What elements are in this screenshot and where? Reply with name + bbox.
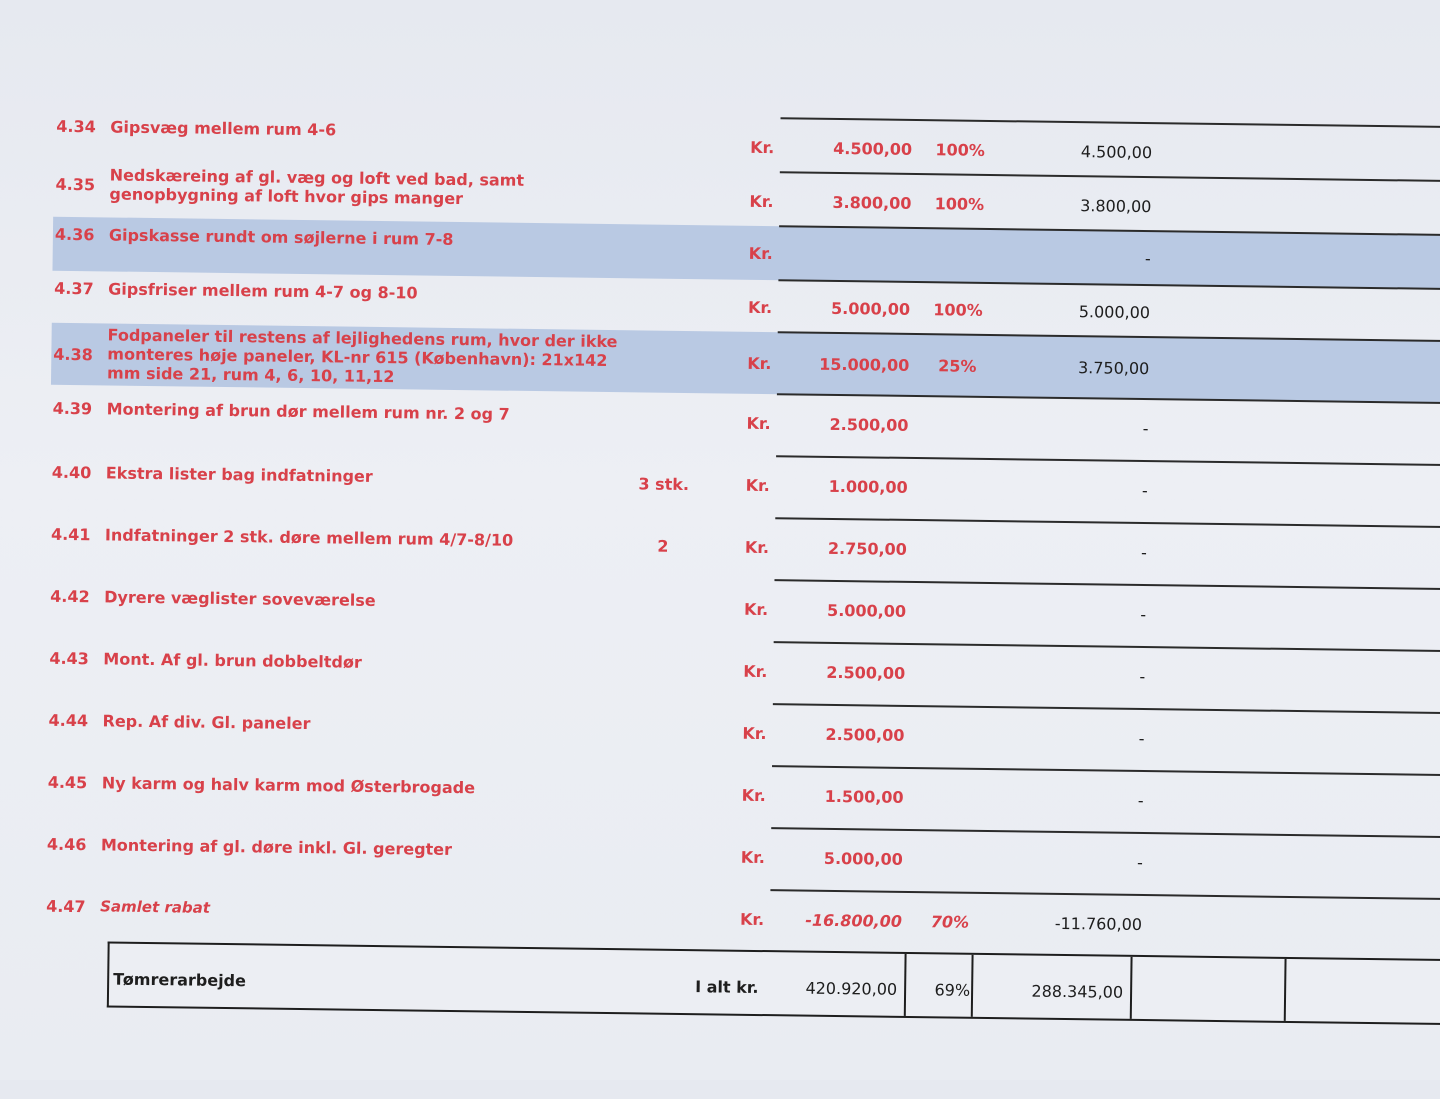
- item-amount: -16.800,00: [805, 910, 903, 931]
- item-number: 4.47: [46, 896, 86, 917]
- item-quantity: [635, 412, 695, 413]
- item-quantity: [631, 722, 691, 723]
- item-result: -: [1139, 666, 1146, 687]
- item-result: -11.760,00: [1054, 913, 1143, 935]
- item-percent: [922, 602, 986, 603]
- row-rule: [781, 117, 1440, 128]
- item-description: Gipskasse rundt om søjlerne i rum 7-8: [108, 225, 454, 249]
- item-result: -: [1142, 418, 1149, 439]
- item-amount: 5.000,00: [827, 600, 907, 621]
- currency-label: Kr.: [743, 661, 768, 682]
- currency-label: Kr.: [746, 413, 771, 434]
- item-amount: 5.000,00: [830, 298, 911, 319]
- item-percent: [923, 540, 987, 541]
- item-amount: 2.500,00: [829, 414, 909, 435]
- item-percent: [920, 788, 984, 789]
- currency-label: Kr.: [741, 785, 766, 806]
- item-number: 4.41: [50, 524, 91, 545]
- item-description: Ekstra lister bag indfatninger: [105, 463, 373, 486]
- currency-label: Kr.: [744, 537, 770, 558]
- item-quantity: [632, 598, 692, 599]
- item-description: Ny karm og halv karm mod Østerbrogade: [101, 773, 476, 798]
- item-number: 4.44: [48, 710, 89, 731]
- item-number: 4.34: [56, 116, 96, 137]
- item-number: 4.42: [50, 586, 90, 607]
- currency-label: Kr.: [750, 137, 775, 158]
- total-result: 288.345,00: [1031, 981, 1124, 1002]
- item-result: 3.750,00: [1077, 358, 1150, 379]
- item-quantity: 2: [657, 536, 669, 556]
- total-label: Tømrerarbejde: [113, 969, 247, 991]
- item-result: -: [1138, 728, 1145, 749]
- total-kr-label: I alt kr.: [695, 977, 759, 998]
- item-result: 3.800,00: [1080, 196, 1152, 217]
- currency-label: Kr.: [747, 297, 773, 318]
- currency-label: Kr.: [743, 599, 769, 620]
- item-percent: [921, 664, 985, 665]
- item-quantity: [636, 296, 696, 297]
- item-number: 4.38: [53, 344, 93, 365]
- item-percent: 70%: [930, 912, 970, 932]
- currency-label: Kr.: [748, 243, 773, 264]
- item-percent: [925, 416, 989, 417]
- item-percent: [924, 478, 988, 479]
- item-description: Indfatninger 2 stk. døre mellem rum 4/7-8/10: [104, 525, 514, 550]
- item-description: Gipsfriser mellem rum 4-7 og 8-10: [108, 279, 418, 303]
- item-quantity: [638, 190, 698, 191]
- item-result: -: [1140, 604, 1147, 625]
- total-divider: [1130, 957, 1133, 1019]
- item-amount: 5.000,00: [823, 848, 903, 869]
- total-percent: 69%: [934, 980, 971, 1000]
- item-amount: 15.000,00: [819, 354, 910, 375]
- item-result: -: [1141, 480, 1148, 501]
- item-description: Nedskæreing af gl. væg og loft ved bad, samt genopbygning af loft hvor gips manger: [109, 165, 525, 209]
- item-quantity: [630, 784, 690, 785]
- item-description: Dyrere væglister soveværelse: [104, 587, 376, 610]
- item-quantity: [638, 136, 698, 137]
- item-result: -: [1144, 249, 1151, 269]
- item-number: 4.39: [52, 398, 93, 419]
- item-percent: 100%: [934, 194, 985, 214]
- item-percent: 100%: [933, 300, 983, 320]
- item-number: 4.35: [55, 174, 96, 195]
- item-number: 4.37: [54, 278, 94, 299]
- item-description: Rep. Af div. Gl. paneler: [102, 711, 311, 734]
- item-number: 4.45: [47, 772, 88, 793]
- item-percent: 100%: [935, 140, 985, 160]
- item-description: Mont. Af gl. brun dobbeltdør: [103, 649, 362, 672]
- item-amount: 1.500,00: [824, 786, 904, 807]
- item-description: Samlet rabat: [100, 897, 211, 917]
- item-quantity: [629, 846, 689, 847]
- item-amount: 2.750,00: [827, 538, 908, 559]
- total-divider: [1284, 959, 1287, 1021]
- item-result: 5.000,00: [1078, 302, 1151, 323]
- total-amount: 420.920,00: [805, 978, 898, 999]
- currency-label: Kr.: [740, 847, 766, 868]
- item-percent: [921, 726, 985, 727]
- item-result: -: [1140, 542, 1147, 563]
- item-percent: 25%: [938, 356, 977, 376]
- currency-label: Kr.: [745, 475, 770, 496]
- item-percent: [919, 850, 983, 851]
- item-number: 4.46: [46, 834, 87, 855]
- item-amount: 2.500,00: [825, 724, 905, 745]
- item-amount: 4.500,00: [833, 138, 913, 159]
- item-result: -: [1137, 790, 1144, 811]
- item-amount: 2.500,00: [826, 662, 906, 683]
- item-description: Montering af brun dør mellem rum nr. 2 og 7: [106, 399, 510, 424]
- item-result: -: [1136, 852, 1143, 873]
- item-description: Montering af gl. døre inkl. Gl. geregter: [100, 835, 453, 859]
- item-result: 4.500,00: [1080, 142, 1153, 163]
- currency-label: Kr.: [747, 353, 772, 374]
- item-quantity: [628, 908, 688, 909]
- item-number: 4.40: [51, 462, 92, 483]
- currency-label: Kr.: [742, 723, 767, 744]
- item-number: 4.43: [49, 648, 89, 669]
- item-quantity: 3 stk.: [638, 474, 690, 495]
- currency-label: Kr.: [739, 909, 765, 930]
- currency-label: Kr.: [749, 191, 774, 212]
- item-amount: 1.000,00: [828, 476, 908, 497]
- item-amount: 3.800,00: [832, 192, 912, 213]
- item-description: Gipsvæg mellem rum 4-6: [110, 117, 337, 140]
- item-description: Fodpaneler til restens af lejlighedens rum, hvor der ikke monteres høje paneler, KL-nr 615 (København): 21x142 mm side 21, rum 4, 6, 10, 11,12: [107, 325, 618, 387]
- item-quantity: [631, 660, 691, 661]
- item-number: 4.36: [54, 224, 95, 245]
